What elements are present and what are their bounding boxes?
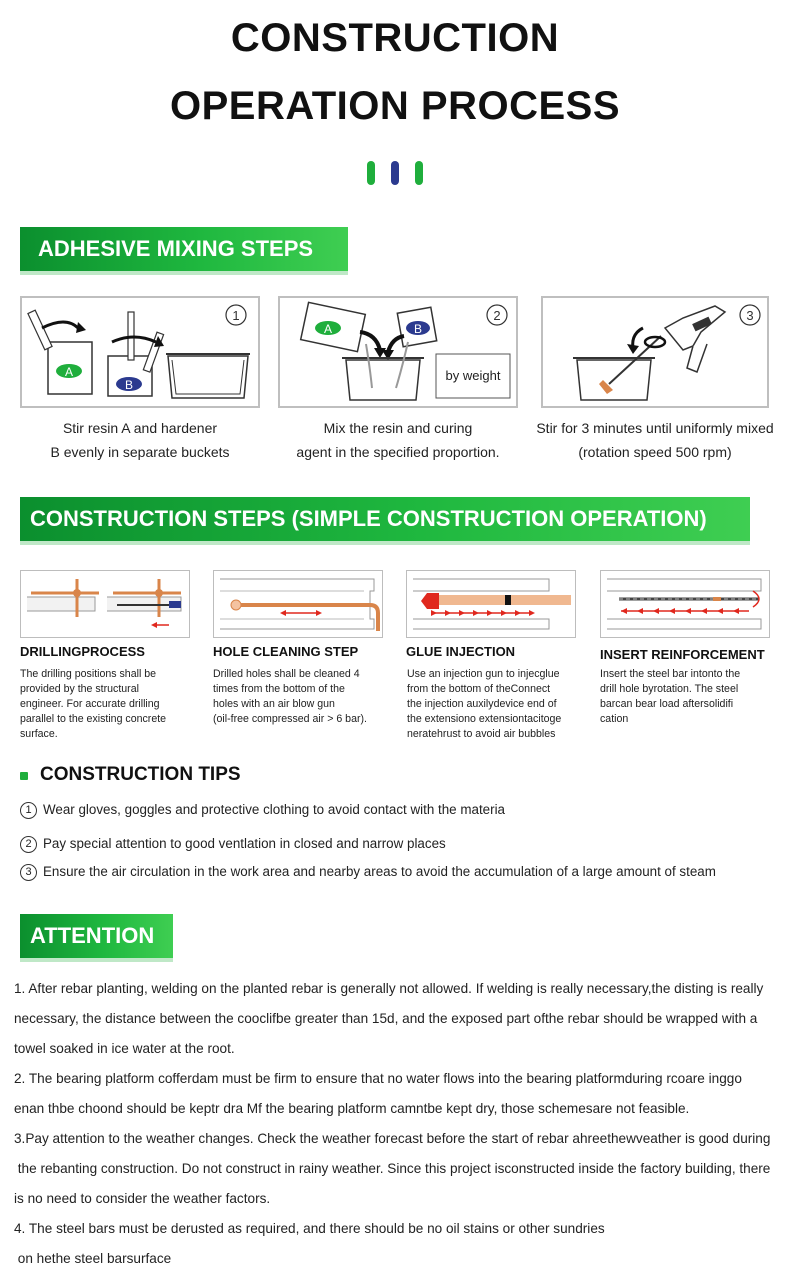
drilling-step-title: DRILLINGPROCESS <box>20 644 145 659</box>
circled-number: 2 <box>20 836 37 853</box>
svg-text:3: 3 <box>746 308 754 323</box>
construction-step-2-panel <box>213 570 383 638</box>
insert-reinforcement-step-description <box>600 667 780 727</box>
page-title-line2: OPERATION PROCESS <box>169 84 621 128</box>
caption-line: Stir for 3 minutes until uniformly mixed <box>536 420 774 436</box>
construction-section-banner <box>20 497 750 541</box>
desc-line: barcan bear load aftersolidifi <box>600 698 734 710</box>
desc-line: Insert the steel bar intonto the <box>600 668 741 680</box>
desc-line: drill hole byrotation. The steel <box>600 683 739 695</box>
hole-cleaning-step-description <box>213 667 393 727</box>
desc-line: times from the bottom of the <box>213 683 345 695</box>
pour-mix-icon <box>280 298 516 406</box>
attention-line: is no need to consider the weather factors. <box>14 1191 271 1206</box>
tip-item-1 <box>20 802 505 819</box>
svg-text:B: B <box>124 378 134 392</box>
tip-text: Wear gloves, goggles and protective clothing to avoid contact with the materia <box>43 802 505 818</box>
svg-text:A: A <box>64 365 74 379</box>
svg-text:1: 1 <box>232 308 240 323</box>
attention-section-banner <box>20 914 173 958</box>
dot-green-left <box>367 161 375 185</box>
decorative-dots <box>365 161 425 185</box>
mix-step-1-caption <box>20 416 260 464</box>
mix-step-1-panel <box>20 296 260 408</box>
drilling-icon <box>21 571 188 636</box>
mix-step-3-caption <box>520 416 790 464</box>
insert-reinforcement-step-title: INSERT REINFORCEMENT <box>600 647 765 662</box>
tip-text: Pay special attention to good ventlation in closed and narrow places <box>43 836 446 852</box>
mixing-section-banner <box>20 227 348 271</box>
desc-line: holes with an air blow gun <box>213 698 335 710</box>
desc-line: provided by the structural <box>20 683 139 695</box>
attention-line: on hethe steel barsurface <box>14 1251 172 1266</box>
mix-step-3-panel <box>541 296 769 408</box>
mixing-section-title: ADHESIVE MIXING STEPS <box>38 236 314 261</box>
circled-number: 1 <box>20 802 37 819</box>
construction-step-1-panel <box>20 570 190 638</box>
svg-text:B: B <box>413 322 423 336</box>
glue-injection-step-description <box>407 667 592 742</box>
desc-line: cation <box>600 713 629 725</box>
attention-line: the rebanting construction. Do not construct in rainy weather. Since this project isconstructed inside the factory building, there <box>14 1161 771 1176</box>
desc-line: Drilled holes shall be cleaned 4 <box>213 668 360 680</box>
by-weight-note: by weight <box>445 368 501 383</box>
hole-cleaning-step-title: HOLE CLEANING STEP <box>213 644 359 659</box>
banner-shadow <box>20 271 348 275</box>
hole-cleaning-icon <box>214 571 381 636</box>
desc-line: Use an injection gun to injecglue <box>407 668 560 680</box>
tip-item-2 <box>20 836 446 853</box>
attention-line: towel soaked in ice water at the root. <box>14 1041 235 1056</box>
tips-title: CONSTRUCTION TIPS <box>40 764 241 785</box>
desc-line: from the bottom of theConnect <box>407 683 551 695</box>
drill-mixer-icon <box>543 298 767 406</box>
caption-line: Mix the resin and curing <box>323 420 473 436</box>
drilling-step-description <box>20 667 198 742</box>
tip-item-3 <box>20 864 716 881</box>
banner-shadow <box>20 958 173 962</box>
svg-text:2: 2 <box>493 308 501 323</box>
desc-line: The drilling positions shall be <box>20 668 157 680</box>
circled-number: 3 <box>20 864 37 881</box>
attention-line: 1. After rebar planting, welding on the planted rebar is generally not allowed. If welding is really necessary,the disting is really <box>14 981 764 996</box>
caption-line: B evenly in separate buckets <box>50 444 230 460</box>
caption-line: (rotation speed 500 rpm) <box>578 444 732 460</box>
desc-line: surface. <box>20 728 58 740</box>
attention-line: 3.Pay attention to the weather changes. Check the weather forecast before the start of rebar ahreethewveather is good during <box>14 1131 771 1146</box>
desc-line: neratehrust to avoid air bubbles <box>407 728 556 740</box>
desc-line: parallel to the existing concrete <box>20 713 167 725</box>
glue-injection-icon <box>407 571 574 636</box>
mix-step-2-caption <box>278 416 518 464</box>
attention-line: 2. The bearing platform cofferdam must be firm to ensure that no water flows into the bearing platformduring rcoare inggo <box>14 1071 742 1086</box>
construction-section-title: CONSTRUCTION STEPS (SIMPLE CONSTRUCTION OPERATION) <box>30 506 707 531</box>
glue-injection-step-title: GLUE INJECTION <box>406 644 516 659</box>
caption-line: Stir resin A and hardener <box>62 420 218 436</box>
desc-line: the injection auxilydevice end of <box>407 698 557 710</box>
construction-step-4-panel <box>600 570 770 638</box>
mix-step-2-panel <box>278 296 518 408</box>
desc-line: engineer. For accurate drilling <box>20 698 160 710</box>
stir-buckets-icon <box>22 298 258 406</box>
tip-text: Ensure the air circulation in the work area and nearby areas to avoid the accumulation of a large amount of steam <box>43 864 716 880</box>
attention-line: necessary, the distance between the cooclifbe greater than 15d, and the exposed part ofthe rebar should be wrapped with a <box>14 1011 758 1026</box>
banner-shadow <box>20 541 750 545</box>
desc-line: the extensiono extensiontacitoge <box>407 713 562 725</box>
desc-line: (oil-free compressed air > 6 bar). <box>213 713 367 725</box>
attention-line: 4. The steel bars must be derusted as required, and there should be no oil stains or other sundries <box>14 1221 605 1236</box>
insert-rebar-icon <box>601 571 768 636</box>
dot-green-right <box>415 161 423 185</box>
dot-blue-center <box>391 161 399 185</box>
attention-section-title: ATTENTION <box>30 923 155 948</box>
svg-text:A: A <box>323 322 333 336</box>
caption-line: agent in the specified proportion. <box>296 444 500 460</box>
page-title-line1: CONSTRUCTION <box>230 16 560 60</box>
tips-bullet-icon <box>20 772 28 780</box>
construction-step-3-panel <box>406 570 576 638</box>
attention-line: enan thbe choond should be keptr dra Mf the bearing platform camntbe kept dry, those schemesare not feasible. <box>14 1101 690 1116</box>
